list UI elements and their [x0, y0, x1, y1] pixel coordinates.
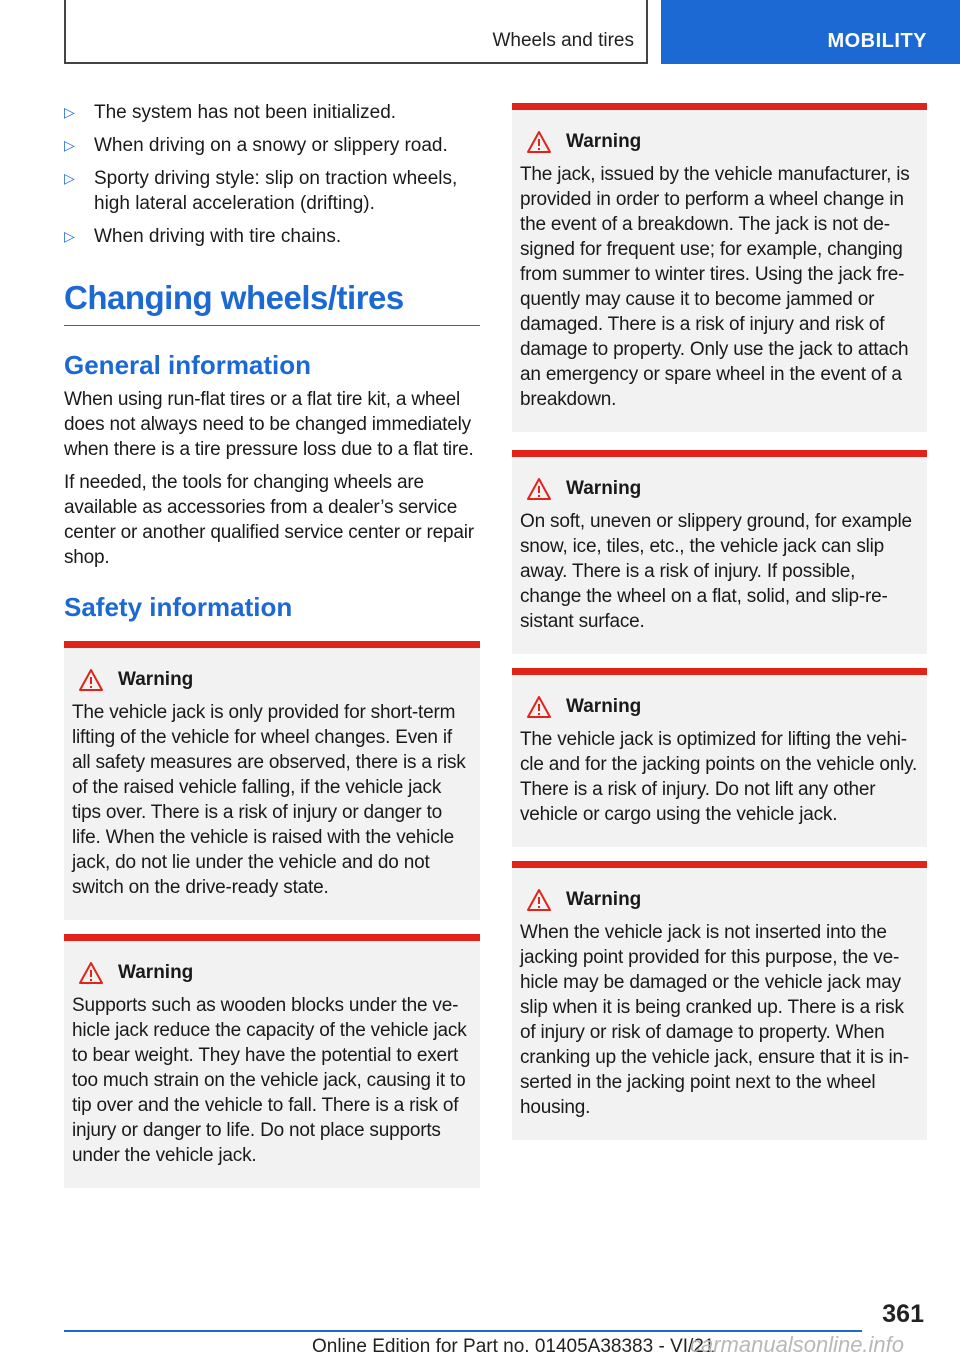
- watermark: carmanualsonline.info: [690, 1332, 905, 1357]
- triangle-right-icon: ▷: [64, 228, 75, 244]
- warning-title: Warning: [566, 696, 642, 717]
- warning-box: [512, 450, 927, 654]
- page-number: 361: [882, 1300, 924, 1328]
- warning-text: The vehicle jack is optimized for lifting the vehicle and for the jacking points on the vehicle only. There is a risk of injury. Do not lift any other vehicle or cargo using the vehicle jack.: [520, 729, 918, 825]
- general-paragraph-2: If needed, the tools for changing wheels are available as accessories from a dealer’s service center or another qualified service center or repair shop.: [64, 472, 474, 568]
- header-section-box: [64, 0, 648, 64]
- footer-edition: Online Edition for Part no. 01405A38383 - VI/21: [312, 1336, 715, 1357]
- warning-text: Supports such as wooden blocks under the vehicle jack reduce the capacity of the vehicle jack to bear weight. They have the potential to exert too much strain on the vehicle jack, causing it to tip over and the vehicle to fall. There is a risk of injury or danger to life. Do not place supports under the vehicle jack.: [72, 995, 467, 1166]
- list-item: [64, 166, 480, 216]
- warning-triangle-icon: [78, 668, 104, 692]
- list-item: [64, 100, 480, 125]
- warning-title: Warning: [118, 962, 194, 983]
- list-item: [64, 133, 480, 158]
- triangle-right-icon: ▷: [64, 104, 75, 120]
- right-column: [512, 103, 927, 1154]
- warning-title: Warning: [566, 478, 642, 499]
- list-item-text: When driving with tire chains.: [94, 226, 342, 247]
- triangle-right-icon: ▷: [64, 137, 75, 153]
- warning-triangle-icon: [526, 130, 552, 154]
- warning-triangle-icon: [526, 477, 552, 501]
- warning-triangle-icon: [526, 888, 552, 912]
- page-title: Changing wheels/tires: [64, 279, 480, 326]
- list-item-text: Sporty driving style: slip on traction wheels, high lateral acceleration (drifting).: [94, 168, 458, 214]
- header-section-title: Wheels and tires: [492, 30, 634, 51]
- safety-information-heading: Safety information: [64, 592, 293, 622]
- warning-text: When the vehicle jack is not inserted into the jacking point provided for this purpose, the vehicle may be damaged or the vehicle jack may slip when it is being cranked up. There is a risk of injury or risk of damage to property. When cranking up the vehicle jack, ensure that it is inserted in the jacking point next to the wheel housing.: [520, 922, 910, 1118]
- triangle-right-icon: ▷: [64, 170, 75, 186]
- warning-box: [64, 641, 480, 920]
- list-item-text: The system has not been initialized.: [94, 102, 397, 123]
- warning-triangle-icon: [78, 961, 104, 985]
- header-chapter-title: MOBILITY: [827, 30, 927, 52]
- header-chapter-tab: [661, 0, 960, 64]
- warning-box: [64, 934, 480, 1188]
- warning-box: [512, 861, 927, 1140]
- warning-box: [512, 668, 927, 847]
- warning-triangle-icon: [526, 695, 552, 719]
- warning-title: Warning: [566, 889, 642, 910]
- list-item: [64, 224, 480, 249]
- warning-text: The vehicle jack is only provided for short-term lifting of the vehicle for wheel changes. Even if all safety measures are observed, there is a risk of the raised vehicle falling, if the vehicle jack tips over. There is a risk of injury or danger to life. When the vehicle is raised with the vehicle jack, do not lie under the vehicle and do not switch on the drive-ready state.: [72, 702, 466, 898]
- warning-title: Warning: [566, 131, 642, 152]
- list-item-text: When driving on a snowy or slippery road.: [94, 135, 448, 156]
- general-paragraph-1: When using run-flat tires or a flat tire kit, a wheel does not always need to be changed immediately when there is a tire pressure loss due to a flat tire.: [64, 389, 474, 460]
- warning-text: On soft, uneven or slippery ground, for example snow, ice, tiles, etc., the vehicle jack can slip away. There is a risk of injury. If possible, change the wheel on a flat, solid, and slip-resistant surface.: [520, 511, 912, 632]
- warning-text: The jack, issued by the vehicle manufacturer, is provided in order to perform a wheel change in the event of a breakdown. The jack is not designed for frequent use; for example, changing from summer to winter tires. Using the jack frequently may cause it to become jammed or damaged. There is a risk of injury and risk of damage to property. Only use the jack to attach an emergency or spare wheel in the event of a breakdown.: [520, 164, 910, 410]
- general-information-heading: General information: [64, 350, 312, 380]
- left-column: [64, 100, 480, 1202]
- warning-box: [512, 103, 927, 432]
- warning-title: Warning: [118, 669, 194, 690]
